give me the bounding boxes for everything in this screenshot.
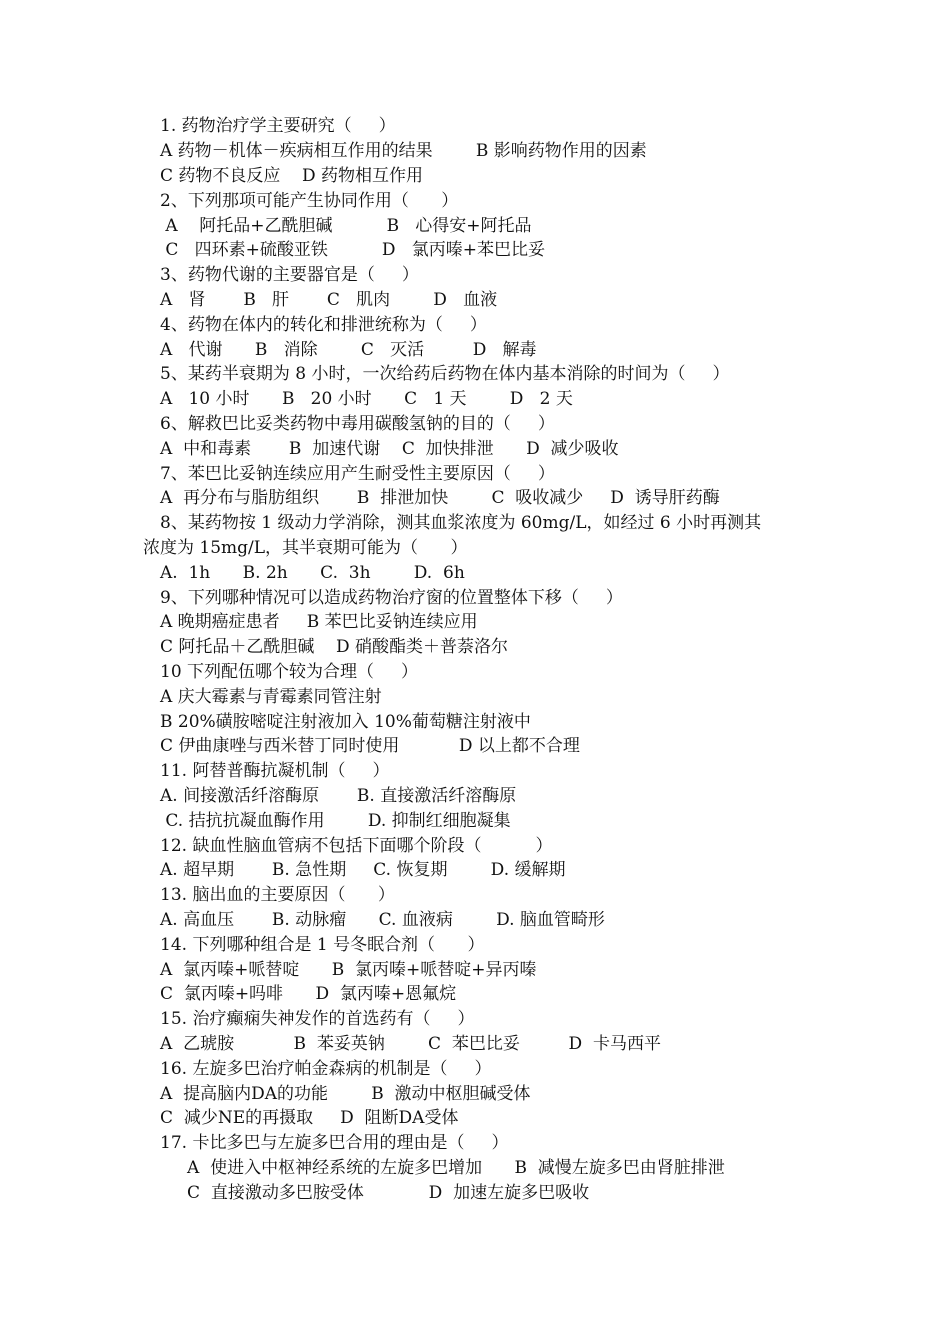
question-4-stem: 4、药物在体内的转化和排泄统称为（ ） bbox=[160, 315, 487, 335]
question-1-options-ab: A 药物－机体－疾病相互作用的结果 B 影响药物作用的因素 bbox=[160, 141, 647, 161]
question-9-options-ab: A 晚期癌症患者 B 苯巴比妥钠连续应用 bbox=[160, 612, 478, 632]
question-6-stem: 6、解救巴比妥类药物中毒用碳酸氢钠的目的（ ） bbox=[160, 414, 555, 434]
question-8-stem-continued: 浓度为 15mg/L，其半衰期可能为（ ） bbox=[143, 538, 468, 558]
question-3-options: A 肾 B 肝 C 肌肉 D 血液 bbox=[160, 290, 498, 310]
question-13-options: A. 高血压 B. 动脉瘤 C. 血液病 D. 脑血管畸形 bbox=[160, 910, 605, 930]
question-12-stem: 12. 缺血性脑血管病不包括下面哪个阶段（ ） bbox=[160, 836, 553, 856]
question-15-stem: 15. 治疗癫痫失神发作的首选药有（ ） bbox=[160, 1009, 475, 1029]
question-8-stem: 8、某药物按 1 级动力学消除，测其血浆浓度为 60mg/L，如经过 6 小时再测其 bbox=[160, 513, 762, 533]
question-2-stem: 2、下列那项可能产生协同作用（ ） bbox=[160, 191, 459, 211]
question-5-options: A 10 小时 B 20 小时 C 1 天 D 2 天 bbox=[160, 389, 573, 409]
question-10-stem: 10 下列配伍哪个较为合理（ ） bbox=[160, 662, 419, 682]
question-17-stem: 17. 卡比多巴与左旋多巴合用的理由是（ ） bbox=[160, 1133, 509, 1153]
question-16-options-cd: C 减少NE的再摄取 D 阻断DA受体 bbox=[160, 1108, 459, 1128]
question-14-options-ab: A 氯丙嗪+哌替啶 B 氯丙嗪+哌替啶+异丙嗪 bbox=[160, 960, 537, 980]
question-11-stem: 11. 阿替普酶抗凝机制（ ） bbox=[160, 761, 390, 781]
question-8-options: A. 1h B. 2h C. 3h D. 6h bbox=[160, 563, 465, 583]
question-11-options-cd: C. 拮抗抗凝血酶作用 D. 抑制红细胞凝集 bbox=[160, 811, 511, 831]
question-2-options-cd: C 四环素+硫酸亚铁 D 氯丙嗪+苯巴比妥 bbox=[160, 240, 545, 260]
question-14-options-cd: C 氯丙嗪+吗啡 D 氯丙嗪+恩氟烷 bbox=[160, 984, 457, 1004]
question-7-stem: 7、苯巴比妥钠连续应用产生耐受性主要原因（ ） bbox=[160, 464, 555, 484]
question-3-stem: 3、药物代谢的主要器官是（ ） bbox=[160, 265, 419, 285]
question-17-options-ab: A 使进入中枢神经系统的左旋多巴增加 B 减慢左旋多巴由肾脏排泄 bbox=[187, 1158, 725, 1178]
question-15-options: A 乙琥胺 B 苯妥英钠 C 苯巴比妥 D 卡马西平 bbox=[160, 1034, 661, 1054]
question-7-options: A 再分布与脂肪组织 B 排泄加快 C 吸收减少 D 诱导肝药酶 bbox=[160, 488, 720, 508]
question-10-option-b: B 20%磺胺嘧啶注射液加入 10%葡萄糖注射液中 bbox=[160, 712, 531, 732]
question-17-options-cd: C 直接激动多巴胺受体 D 加速左旋多巴吸收 bbox=[187, 1183, 590, 1203]
question-6-options: A 中和毒素 B 加速代谢 C 加快排泄 D 减少吸收 bbox=[160, 439, 619, 459]
question-11-options-ab: A. 间接激活纤溶酶原 B. 直接激活纤溶酶原 bbox=[160, 786, 517, 806]
question-2-options-ab: A 阿托品+乙酰胆碱 B 心得安+阿托品 bbox=[160, 216, 532, 236]
question-4-options: A 代谢 B 消除 C 灭活 D 解毒 bbox=[160, 340, 537, 360]
question-1-stem: 1. 药物治疗学主要研究（ ） bbox=[160, 116, 396, 136]
question-16-stem: 16. 左旋多巴治疗帕金森病的机制是（ ） bbox=[160, 1059, 492, 1079]
question-9-options-cd: C 阿托品＋乙酰胆碱 D 硝酸酯类＋普萘洛尔 bbox=[160, 637, 509, 657]
question-16-options-ab: A 提高脑内DA的功能 B 激动中枢胆碱受体 bbox=[160, 1084, 531, 1104]
question-12-options: A. 超早期 B. 急性期 C. 恢复期 D. 缓解期 bbox=[160, 860, 566, 880]
question-10-option-a: A 庆大霉素与青霉素同管注射 bbox=[160, 687, 382, 707]
question-10-options-cd: C 伊曲康唑与西米替丁同时使用 D 以上都不合理 bbox=[160, 736, 580, 756]
question-14-stem: 14. 下列哪种组合是 1 号冬眠合剂（ ） bbox=[160, 935, 485, 955]
question-5-stem: 5、某药半衰期为 8 小时，一次给药后药物在体内基本消除的时间为（ ） bbox=[160, 364, 730, 384]
question-13-stem: 13. 脑出血的主要原因（ ） bbox=[160, 885, 395, 905]
question-1-options-cd: C 药物不良反应 D 药物相互作用 bbox=[160, 166, 424, 186]
question-9-stem: 9、下列哪种情况可以造成药物治疗窗的位置整体下移（ ） bbox=[160, 588, 623, 608]
